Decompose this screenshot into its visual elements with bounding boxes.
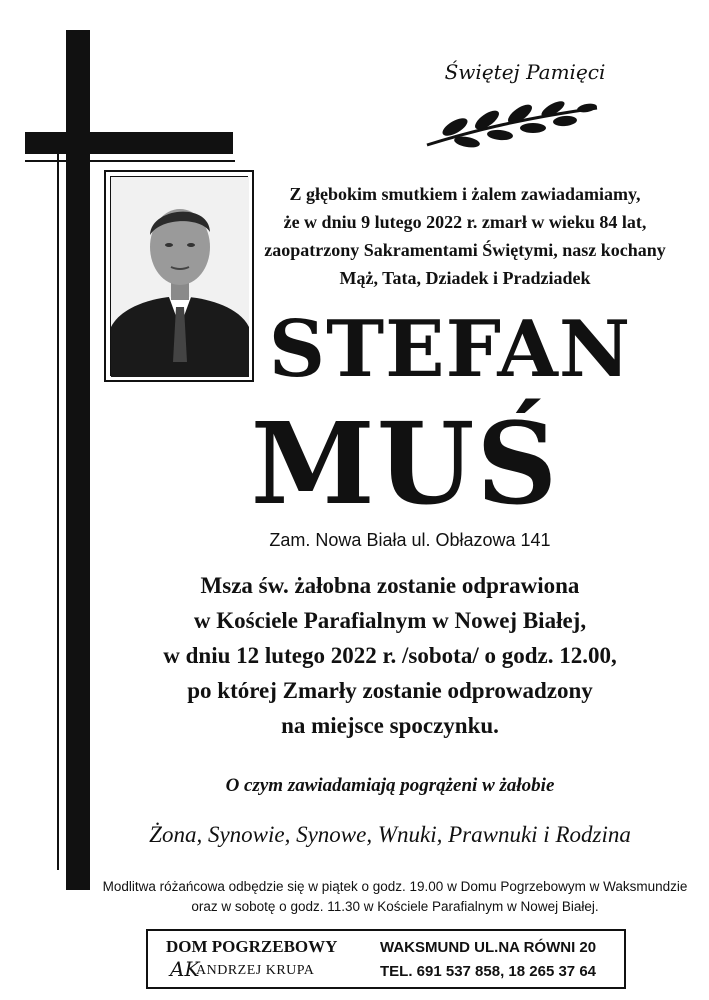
rosary-info <box>95 877 695 917</box>
funeral-home-box <box>146 929 626 989</box>
cross-icon <box>66 30 90 890</box>
cross-outline-vertical <box>57 152 59 870</box>
intro-line: Z głębokim smutkiem i żalem zawiadamiamy, <box>289 184 641 204</box>
funeral-home-address: WAKSMUND UL.NA RÓWNI 20 <box>380 939 597 956</box>
mass-line: Msza św. żałobna zostanie odprawiona <box>200 573 580 598</box>
funeral-mass-info <box>120 568 660 743</box>
residence-address: Zam. Nowa Biała ul. Obłazowa 141 <box>269 530 551 550</box>
funeral-home-logo: AK <box>170 957 200 981</box>
olive-branch-icon <box>425 100 600 150</box>
family-list: Żona, Synowie, Synowe, Wnuki, Prawnuki i Rodzina <box>149 822 631 847</box>
cross-arm <box>25 132 233 154</box>
rosary-line: oraz w sobotę o godz. 11.30 w Kościele Parafialnym w Nowej Białej. <box>191 899 599 914</box>
funeral-home-phone: TEL. 691 537 858, 18 265 37 64 <box>380 963 596 980</box>
deceased-first-name: STEFAN <box>268 304 632 395</box>
funeral-home-owner: ANDRZEJ KRUPA <box>196 963 315 978</box>
intro-line: Mąż, Tata, Dziadek i Pradziadek <box>339 268 591 288</box>
grieving-line: O czym zawiadamiają pogrążeni w żałobie <box>225 775 555 796</box>
portrait-frame <box>104 170 254 382</box>
mass-line: w Kościele Parafialnym w Nowej Białej, <box>193 608 587 633</box>
mass-line: na miejsce spoczynku. <box>281 713 499 738</box>
intro-line: że w dniu 9 lutego 2022 r. zmarł w wieku 84 lat, <box>283 212 647 232</box>
memorial-heading: Świętej Pamięci <box>444 60 606 84</box>
deceased-last-name: MUŚ <box>250 399 560 530</box>
cross-outline-horizontal <box>25 160 235 162</box>
intro-line: zaopatrzony Sakramentami Świętymi, nasz kochany <box>264 240 666 260</box>
rosary-line: Modlitwa różańcowa odbędzie się w piątek o godz. 19.00 w Domu Pogrzebowym w Waksmundzie <box>102 879 688 894</box>
portrait-photo <box>110 176 248 376</box>
mass-line: po której Zmarły zostanie odprowadzony <box>187 678 593 703</box>
mass-line: w dniu 12 lutego 2022 r. /sobota/ o godz. 12.00, <box>163 643 617 668</box>
funeral-home-name: DOM POGRZEBOWY <box>166 937 338 956</box>
announcement-intro <box>260 180 670 292</box>
portrait-silhouette <box>111 177 249 377</box>
